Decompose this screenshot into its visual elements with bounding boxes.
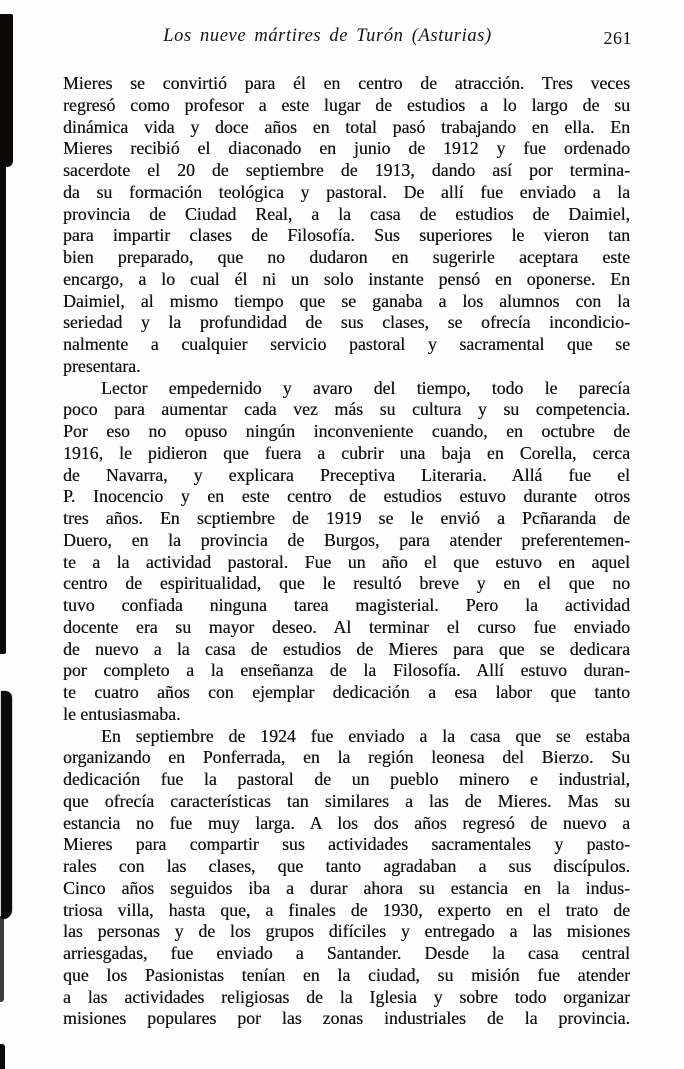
text-line: te a la actividad pastoral. Fue un año el que estuvo en aquel bbox=[63, 551, 630, 572]
page-header bbox=[63, 26, 632, 52]
text-line: Cinco años seguidos iba a durar ahora su estancia en la indus- bbox=[63, 877, 630, 898]
text-line: organizando en Ponferrada, en la región leonesa del Bierzo. Su bbox=[63, 747, 630, 768]
text-line: poco para aumentar cada vez más su cultura y su competencia. bbox=[63, 399, 630, 420]
text-line: Mieres se convirtió para él en centro de atracción. Tres veces bbox=[63, 73, 630, 93]
paragraph bbox=[63, 726, 630, 1031]
text-line: encargo, a lo cual él ni un solo instante pensó en oponerse. En bbox=[63, 268, 630, 289]
text-line: tres años. En scptiembre de 1919 se le envió a Pcñaranda de bbox=[63, 508, 630, 528]
text-line: rales con las clases, que tanto agradaban a sus discípulos. bbox=[63, 856, 630, 876]
running-title: Los nueve mártires de Turón (Asturias) bbox=[163, 26, 492, 46]
text-line: de nuevo a la casa de estudios de Mieres para que se dedicara bbox=[63, 638, 630, 659]
text-line: nalmente a cualquier servicio pastoral y sacramental que se bbox=[63, 334, 630, 354]
text-line: 1916, le pidieron que fuera a cubrir una baja en Corella, cerca bbox=[63, 442, 630, 463]
text-line: estancia no fue muy larga. A los dos años regresó de nuevo a bbox=[63, 812, 630, 833]
text-line: Daimiel, al mismo tiempo que se ganaba a los alumnos con la bbox=[63, 290, 630, 311]
text-line: a las actividades religiosas de la Iglesia y sobre todo organizar bbox=[63, 986, 630, 1007]
text-line: dedicación fue la pastoral de un pueblo minero e industrial, bbox=[63, 769, 630, 789]
scan-artifact-middle bbox=[0, 160, 6, 654]
text-block bbox=[63, 73, 630, 1030]
text-line: Mieres para compartir sus actividades sacramentales y pasto- bbox=[63, 834, 630, 855]
scan-artifact-bottom bbox=[0, 1044, 5, 1069]
text-line: centro de espiritualidad, que le resultó breve y en el que no bbox=[63, 573, 630, 594]
text-line: Por eso no opuso ningún inconveniente cuando, en octubre de bbox=[63, 421, 630, 441]
text-line: triosa villa, hasta que, a finales de 1930, experto en el trato de bbox=[63, 899, 630, 920]
text-line: bien preparado, que no dudaron en sugerirle aceptara este bbox=[63, 247, 630, 267]
text-line: Mieres recibió el diaconado en junio de 1912 y fue ordenado bbox=[63, 138, 630, 159]
scan-artifact-top bbox=[0, 14, 13, 167]
text-line: sacerdote el 20 de septiembre de 1913, dando así por termina- bbox=[63, 160, 630, 180]
text-line: Lector empedernido y avaro del tiempo, todo le parecía bbox=[101, 377, 630, 398]
text-line: regresó como profesor a este lugar de estudios a lo largo de su bbox=[63, 94, 630, 115]
text-line: da su formación teológica y pastoral. De allí fue enviado a la bbox=[63, 181, 630, 202]
text-line: En septiembre de 1924 fue enviado a la casa que se estaba bbox=[101, 725, 630, 746]
text-line: arriesgadas, fue enviado a Santander. Desde la casa central bbox=[63, 943, 630, 963]
paragraph bbox=[63, 73, 630, 378]
text-line: provincia de Ciudad Real, a la casa de estudios de Daimiel, bbox=[63, 203, 630, 224]
text-line: para impartir clases de Filosofía. Sus superiores le vieron tan bbox=[63, 225, 630, 246]
text-line: de Navarra, y explicara Preceptiva Literaria. Allá fue el bbox=[63, 464, 630, 485]
scan-artifact-tail bbox=[0, 916, 4, 1002]
text-line: presentara. bbox=[63, 355, 141, 376]
page-number: 261 bbox=[603, 28, 632, 48]
text-line: dinámica vida y doce años en total pasó trabajando en ella. En bbox=[63, 116, 630, 137]
text-line: seriedad y la profundidad de sus clases, se ofrecía incondicio- bbox=[63, 312, 630, 333]
text-line: P. Inocencio y en este centro de estudios estuvo durante otros bbox=[63, 486, 630, 507]
text-line: las personas y de los grupos difíciles y entregado a las misiones bbox=[63, 921, 630, 942]
text-line: docente era su mayor deseo. Al terminar el curso fue enviado bbox=[63, 616, 630, 637]
text-line: que ofrecía características tan similares a las de Mieres. Mas su bbox=[63, 790, 630, 811]
paragraph bbox=[63, 378, 630, 726]
text-line: que los Pasionistas tenían en la ciudad, su misión fue atender bbox=[63, 964, 630, 985]
text-line: misiones populares por las zonas industriales de la provincia. bbox=[63, 1008, 630, 1029]
scan-artifact-bulge bbox=[1, 691, 12, 919]
text-line: te cuatro años con ejemplar dedicación a esa labor que tanto bbox=[63, 682, 630, 702]
text-line: le entusiasmaba. bbox=[63, 703, 181, 724]
text-line: tuvo confiada ninguna tarea magisterial. Pero la actividad bbox=[63, 595, 630, 615]
text-line: por completo a la enseñanza de la Filosofía. Allí estuvo duran- bbox=[63, 660, 630, 681]
text-line: Duero, en la provincia de Burgos, para atender preferentemen- bbox=[63, 529, 630, 550]
